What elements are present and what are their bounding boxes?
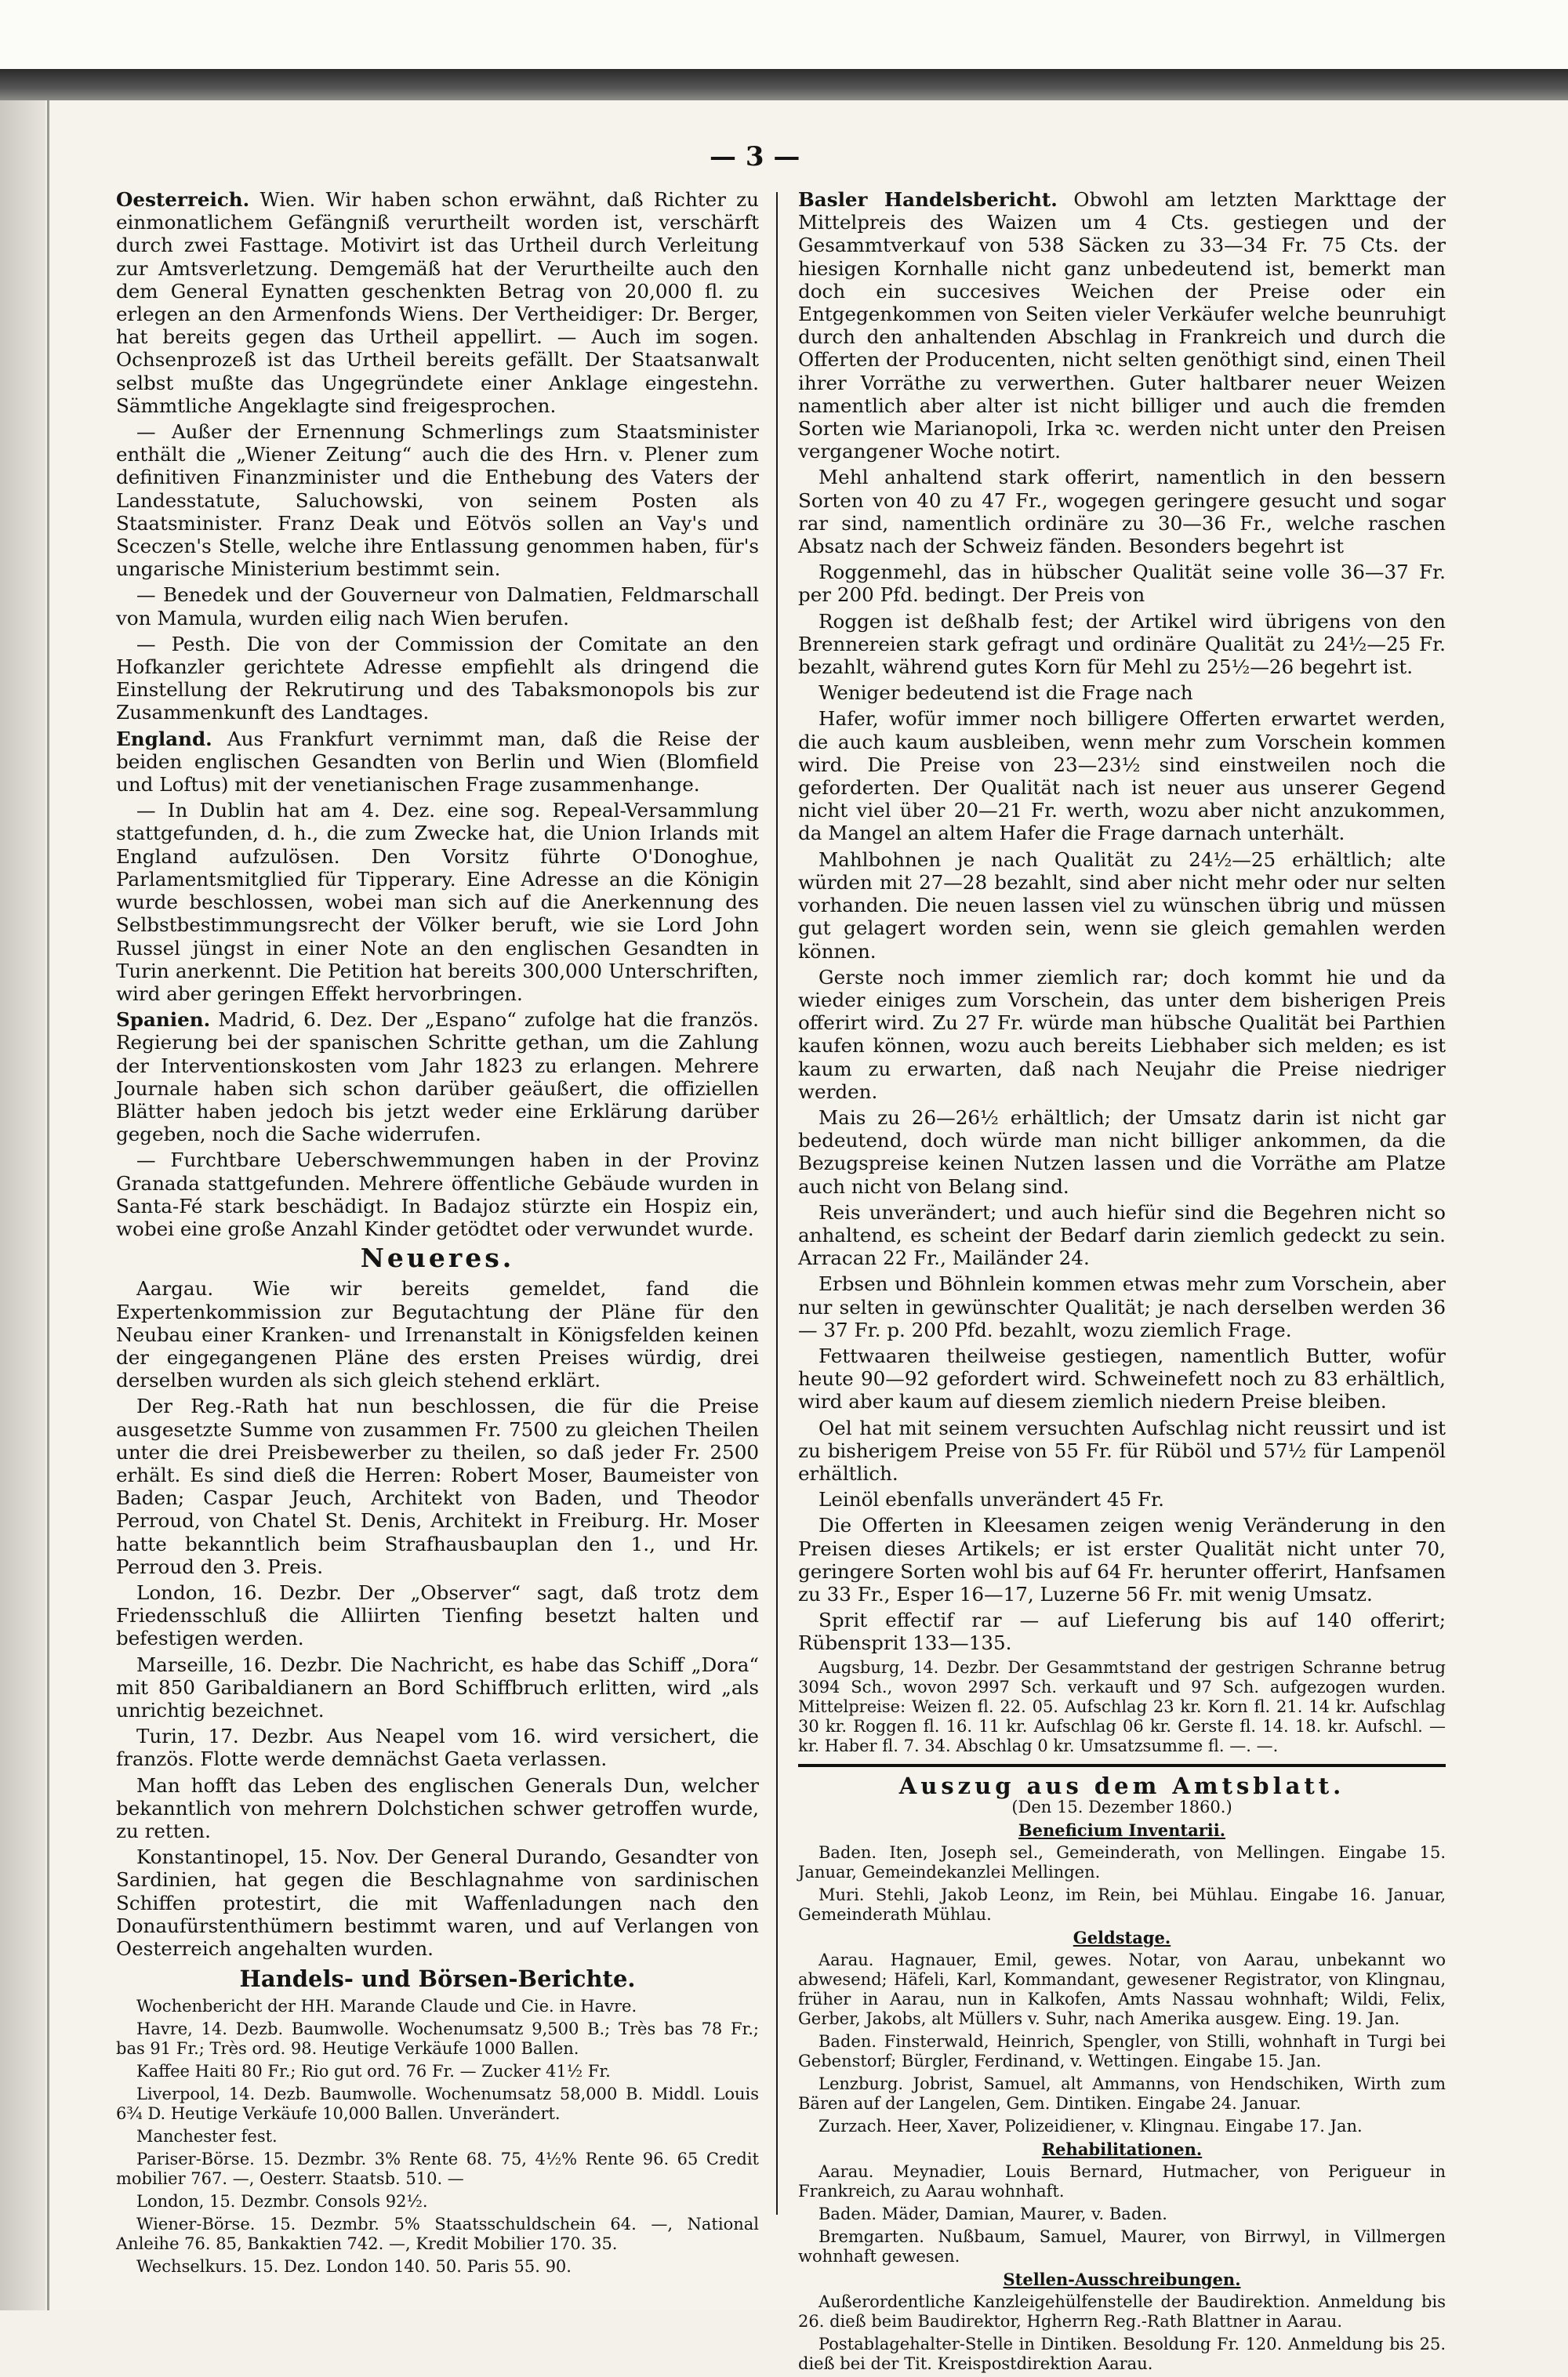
report-text: Hafer, wofür immer noch billigere Offerten erwartet werden, die auch kaum ausbleiben, wenn mehr zum Vorschein kommen wird. Die Preise von 23—23½ sind einstweilen noch die geforderten. Der Qualität nach ist neuer aus unserer Gegend nicht viel über 20—21 Fr. werth, wozu aber nicht anzukommen, da Mangel an altem Hafer die Frage darnach unterhält. [798, 707, 1446, 845]
report-text: Leinöl ebenfalls unverändert 45 Fr. [818, 1488, 1164, 1511]
notice: Baden. Iten, Joseph sel., Gemeinderath, von Mellingen. Eingabe 15. Januar, Gemeindekanzlei Mellingen. [798, 1842, 1446, 1882]
article-text: — Benedek und der Gouverneur von Dalmatien, Feldmarschall von Mamula, wurden eilig nach Wien berufen. [116, 583, 759, 630]
report-text: Mais zu 26—26½ erhältlich; der Umsatz darin ist nicht gar bedeutend, doch würde man nicht billiger ankommen, da die Bezugspreise keinen Nutzen lassen und die Vorräthe am Platze auch nicht von Belang sind. [798, 1105, 1446, 1198]
report-text: Sprit effectif rar — auf Lieferung bis auf 140 offerirt; Rübensprit 133—135. [798, 1609, 1446, 1655]
england-article [116, 728, 759, 797]
news-item: Marseille, 16. Dezbr. Die Nachricht, es habe das Schiff „Dora“ mit 850 Garibaldianern an Bord Schiffbruch erlitten, wird „als unrichtig bezeichnet. [116, 1653, 759, 1722]
notice: Aarau. Meynadier, Louis Bernard, Hutmacher, von Perigueur in Frankreich, zu Aarau wohnhaft. [798, 2161, 1446, 2201]
country-heading: Spanien. [116, 1008, 211, 1032]
notice: Postablagehalter-Stelle in Dintiken. Besoldung Fr. 120. Anmeldung bis 25. dieß bei der Tit. Kreispostdirektion Aarau. [798, 2334, 1446, 2373]
section-heading-handels: Handels- und Börsen-Berichte. [239, 1965, 636, 1993]
article-text: Madrid, 6. Dez. Der „Espano“ zufolge hat die französ. Regierung bei der spanischen Schritte gethan, um die Zahlung der Interventionskosten vom Jahr 1823 zu erlangen. Mehrere Journale haben sich schon darüber geäußert, die offiziellen Blätter haben jedoch bis jetzt weder eine Erklärung darüber gegeben, noch die Sache widerrufen. [116, 1008, 759, 1146]
country-heading: England. [116, 727, 212, 750]
oesterreich-article [116, 188, 759, 417]
basler-report [798, 188, 1446, 463]
news-item: Aargau. Wie wir bereits gemeldet, fand die Expertenkommission zur Begutachtung der Pläne für den Neubau einer Kranken- und Irrenanstalt in Königsfelden keinen der eingegangenen Pläne des ersten Preises würdig, drei derselben wurden als sich gleich stehend erklärt. [116, 1277, 759, 1392]
report-text: Die Offerten in Kleesamen zeigen wenig Veränderung in den Preisen dieses Artikels; er ist erster Qualität nicht unter 70, geringere Sorten wohl bis auf 64 Fr. herunter offerirt, Hanfsamen zu 33 Fr., Esper 16—17, Luzerne 56 Fr. mit wenig Umsatz. [798, 1514, 1446, 1606]
notice: Zurzach. Heer, Xaver, Polizeidiener, v. Klingnau. Eingabe 17. Jan. [818, 2116, 1363, 2136]
scan-page-edge [0, 69, 1568, 100]
market-report: Wechselkurs. 15. Dez. London 140. 50. Paris 55. 90. [136, 2257, 572, 2277]
column-divider [776, 192, 778, 2215]
article-text: — Pesth. Die von der Commission der Comitate an den Hofkanzler gerichtete Adresse empfiehlt als dringend die Einstellung der Rekrutirung und des Tabaksmonopols bis zur Zusammenkunft des Landtages. [116, 632, 759, 724]
report-text: Roggen ist deßhalb fest; der Artikel wird übrigens von den Brennereien stark gefragt und ordinäre Qualität zu 24½—25 Fr. bezahlt, während gutes Korn für Mehl zu 25½—26 begehrt ist. [798, 609, 1446, 679]
page-number: — 3 — [710, 141, 800, 172]
notice: Lenzburg. Jobrist, Samuel, alt Ammanns, von Hendschiken, Wirth zum Bären auf der Langelen, Gem. Dintiken. Eingabe 24. Januar. [798, 2074, 1446, 2113]
notice: Außerordentliche Kanzleigehülfenstelle der Baudirektion. Anmeldung bis 26. dieß beim Baudirektor, Hgherrn Reg.-Rath Blattner in Aarau. [798, 2292, 1446, 2331]
report-text: Roggenmehl, das in hübscher Qualität seine volle 36—37 Fr. per 200 Pfd. bedingt. Der Preis von [798, 561, 1446, 607]
report-text: Oel hat mit seinem versuchten Aufschlag nicht reussirt und ist zu bisherigem Preise von 55 Fr. für Rüböl und 57½ für Lampenöl erhältlich. [798, 1416, 1446, 1485]
news-item: Konstantinopel, 15. Nov. Der General Durando, Gesandter von Sardinien, hat gegen die Beschlagnahme von sardinischen Schiffen protestirt, die mit Waffenladungen nach den Donaufürstenthümern bestimmt waren, und auf Verlangen von Oesterreich angehalten wurden. [116, 1845, 759, 1961]
report-text: Weniger bedeutend ist die Frage nach [818, 681, 1193, 705]
report-text: Gerste noch immer ziemlich rar; doch kommt hie und da wieder einiges zum Vorschein, das unter dem bisherigen Preis offerirt wird. Zu 27 Fr. würde man hübsche Qualität bei Parthien kaufen können, wozu auch bereits Liebhaber sich melden; es ist kaum zu erwarten, daß nach Neujahr die Preise niedriger werden. [798, 965, 1446, 1103]
notice: Muri. Stehli, Jakob Leonz, im Rein, bei Mühlau. Eingabe 16. Januar, Gemeinderath Mühlau. [798, 1885, 1446, 1924]
market-report: Wiener-Börse. 15. Dezmbr. 5% Staatsschuldschein 64. —, National Anleihe 76. 85, Bankaktien 742. —, Kredit Mobilier 170. 35. [116, 2215, 759, 2254]
notice: Baden. Mäder, Damian, Maurer, v. Baden. [818, 2204, 1167, 2223]
article-text: — Außer der Ernennung Schmerlings zum Staatsminister enthält die „Wiener Zeitung“ auch die des Hrn. v. Plener zum definitiven Finanzminister und die Enthebung des Vaters der Landesstatute, Saluchowski, von seinem Posten als Staatsminister. Franz Deak und Eötvös sollen an Vay's und Sceczen's Stelle, welche ihre Entlassung genommen haben, für's ungarische Ministerium bestimmt sein. [116, 420, 759, 581]
market-report: Kaffee Haiti 80 Fr.; Rio gut ord. 76 Fr. — Zucker 41½ Fr. [136, 2062, 611, 2081]
report-text: Obwohl am letzten Markttage der Mittelpreis des Waizen um 4 Cts. gestiegen und der Gesammtverkauf von 538 Säcken zu 33—34 Fr. 75 Cts. der hiesigen Kornhalle nicht ganz unbedeutend ist, bemerkt man doch ein succesives Weichen der Preise oder ein Entgegenkommen von Seiten vieler Verkäufer welche beunruhigt durch den anhaltenden Abschlag in Frankreich und durch die Offerten der Producenten, nicht selten genöthigt sind, einen Theil ihrer Vorräthe zu verwerthen. Guter haltbarer neuer Weizen namentlich aber alter ist nicht billiger und auch die fremden Sorten wie Marianopoli, Irka ꝛc. werden nicht unter den Preisen vergangener Woche notirt. [798, 188, 1446, 463]
scan-top-margin [0, 0, 1568, 69]
article-text: Wien. Wir haben schon erwähnt, daß Richter zu einmonatlichem Gefängniß verurtheilt worden ist, verschärft durch zwei Fasttage. Motivirt ist das Urtheil durch Verleitung zur Amtsverletzung. Demgemäß hat der Verurtheilte auch den dem General Eynatten geschenkten Betrag von 20,000 fl. zu erlegen an den Armenfonds Wiens. Der Vertheidiger: Dr. Berger, hat bereits gegen das Urtheil appellirt. — Auch im sogen. Ochsenprozeß ist das Urtheil bereits gefällt. Der Staatsanwalt selbst mußte das Ungegründete einer Anklage eingestehn. Sämmtliche Angeklagte sind freigesprochen. [116, 188, 759, 417]
section-title: Stellen-Ausschreibungen. [1003, 2269, 1241, 2289]
report-text: Reis unverändert; und auch hiefür sind die Begehren nicht so anhaltend, es scheint der Bedarf darin ziemlich gedeckt zu sein. Arracan 22 Fr., Mailänder 24. [798, 1200, 1446, 1270]
article-text: — In Dublin hat am 4. Dez. eine sog. Repeal-Versammlung stattgefunden, d. h., die zum Zwecke hat, die Union Irlands mit England aufzulösen. Den Vorsitz führte O'Donoghue, Parlamentsmitglied für Tipperary. Eine Adresse an die Königin wurde beschlossen, wobei man sich auf die Anerkennung des Selbstbestimmungsrecht der Völker beruft, wie sie Lord John Russel jüngst in einer Note an den englischen Gesandten in Turin anerkennt. Die Petition hat bereits 300,000 Unterschriften, wird aber geringen Effekt hervorbringen. [116, 799, 759, 1005]
notice: Aarau. Hagnauer, Emil, gewes. Notar, von Aarau, unbekannt wo abwesend; Häfeli, Karl, Kommandant, gewesener Registrator, von Klingnau, früher in Aarau, nun in Kalkofen, Amts Nassau wohnhaft; Wildi, Felix, Gerber, Jakobs, alt Müllers v. Suhr, nach Amerika ausgew. Eing. 19. Jan. [798, 1950, 1446, 2028]
news-item: Turin, 17. Dezbr. Aus Neapel vom 16. wird versichert, die französ. Flotte werde demnächst Gaeta verlassen. [116, 1725, 759, 1771]
market-report: Manchester fest. [136, 2127, 278, 2147]
left-column [116, 188, 759, 2280]
report-text: Mehl anhaltend stark offerirt, namentlich in den bessern Sorten von 40 zu 47 Fr., wogegen geringere gesucht und sogar rar sind, namentlich ordinäre zu 30—36 Fr., welche raschen Absatz nach der Schweiz fänden. Besonders begehrt ist [798, 466, 1446, 558]
binding-spine [0, 100, 45, 2310]
amtsblatt-date: (Den 15. Dezember 1860.) [1011, 1797, 1232, 1816]
news-item: Der Reg.-Rath hat nun beschlossen, die für die Preise ausgesetzte Summe von zusammen Fr. 7500 zu gleichen Theilen unter die drei Preisbewerber zu theilen, so daß jeder Fr. 2500 erhält. Es sind dieß die Herren: Robert Moser, Baumeister von Baden; Caspar Jeuch, Architekt von Baden, und Theodor Perroud, von Chatel St. Denis, Architekt in Freiburg. Hr. Moser hatte bekanntlich beim Strafhausbauplan den 1., und Hr. Perroud den 3. Preis. [116, 1395, 759, 1578]
market-report: Wochenbericht der HH. Marande Claude und Cie. in Havre. [136, 1997, 637, 2016]
market-report: Liverpool, 14. Dezb. Baumwolle. Wochenumsatz 58,000 B. Middl. Louis 6¾ D. Heutige Verkäufe 10,000 Ballen. Unverändert. [116, 2085, 759, 2124]
country-heading: Oesterreich. [116, 188, 250, 211]
section-title: Beneficium Inventarii. [1018, 1820, 1226, 1840]
article-text: Aus Frankfurt vernimmt man, daß die Reise der beiden englischen Gesandten von Berlin und Wien (Blomfield und Loftus) mit der venetianischen Frage zusammenhange. [116, 727, 759, 797]
report-text: Mahlbohnen je nach Qualität zu 24½—25 erhältlich; alte würden mit 27—28 bezahlt, sind aber nicht mehr oder nur selten vorhanden. Die neuen lassen viel zu wünschen übrig und müssen gut gelagert worden sein, wenn sie gleich gemahlen werden können. [798, 847, 1446, 963]
report-text: Fettwaaren theilweise gestiegen, namentlich Butter, wofür heute 90—92 gefordert wird. Schweinefett noch zu 83 erhältlich, wird aber kaum auf diesem ziemlich niedern Preise bleiben. [798, 1344, 1446, 1413]
notice: Baden. Finsterwald, Heinrich, Spengler, von Stilli, wohnhaft in Turgi bei Gebenstorf; Bürgler, Ferdinand, v. Wettingen. Eingabe 15. Jan. [798, 2031, 1446, 2070]
section-title: Rehabilitationen. [1041, 2139, 1203, 2159]
market-report: London, 15. Dezmbr. Consols 92½. [136, 2192, 428, 2212]
spanien-article [116, 1008, 759, 1145]
section-title: Geldstage. [1073, 1927, 1171, 1947]
notice: Bremgarten. Nußbaum, Samuel, Maurer, von Birrwyl, in Villmergen wohnhaft gewesen. [798, 2226, 1446, 2266]
market-report: Pariser-Börse. 15. Dezmbr. 3% Rente 68. 75, 4½% Rente 96. 65 Credit mobilier 767. —, Oesterr. Staatsb. 510. — [116, 2150, 759, 2189]
market-report: Havre, 14. Dezb. Baumwolle. Wochenumsatz 9,500 B.; Très bas 78 Fr.; bas 91 Fr.; Très ord. 98. Heutige Verkäufe 1000 Ballen. [116, 2020, 759, 2059]
section-rule [798, 1764, 1446, 1767]
news-item: Man hofft das Leben des englischen Generals Dun, welcher bekanntlich von mehrern Dolchstichen schwer getroffen wurde, zu retten. [116, 1773, 759, 1843]
report-text: Erbsen und Böhnlein kommen etwas mehr zum Vorschein, aber nur selten in gewünschter Qualität; je nach derselben werden 36 — 37 Fr. p. 200 Pfd. bezahlt, wozu ziemlich Frage. [798, 1272, 1446, 1341]
section-heading-neueres: Neueres. [360, 1243, 515, 1274]
right-column [798, 188, 1446, 2377]
augsburg-report: Augsburg, 14. Dezbr. Der Gesammtstand der gestrigen Schranne betrug 3094 Sch., wovon 2997 Sch. verkauft und 97 Sch. aufgezogen wurden. Mittelpreise: Weizen fl. 22. 05. Aufschlag 23 kr. Korn fl. 21. 14 kr. Aufschlag 30 kr. Roggen fl. 16. 11 kr. Aufschlag 06 kr. Gerste fl. 14. 18. kr. Aufschl. — kr. Haber fl. 7. 34. Abschlag 0 kr. Umsatzsumme fl. —. —. [798, 1657, 1446, 1755]
news-item: London, 16. Dezbr. Der „Observer“ sagt, daß trotz dem Friedensschluß die Alliirten Tienfing besetzt halten und befestigen werden. [116, 1580, 759, 1650]
amtsblatt-title: Auszug aus dem Amtsblatt. [898, 1772, 1345, 1799]
article-text: — Furchtbare Ueberschwemmungen haben in der Provinz Granada stattgefunden. Mehrere öffentliche Gebäude wurden in Santa-Fé stark beschädigt. In Badajoz stürzte ein Hospiz ein, wobei eine große Anzahl Kinder getödtet oder verwundet wurde. [116, 1149, 759, 1240]
report-title: Basler Handelsbericht. [798, 188, 1058, 211]
